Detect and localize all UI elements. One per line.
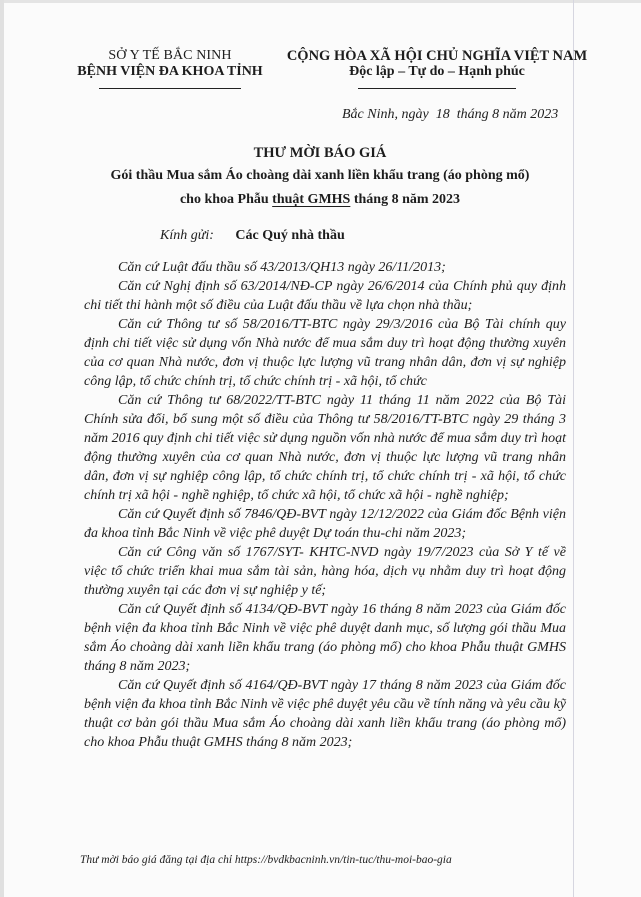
title-line3-underlined: thuật GMHS <box>272 192 351 207</box>
greeting-recipient: Các Quý nhà thầu <box>235 228 345 243</box>
title-heading: THƯ MỜI BÁO GIÁ <box>253 145 387 161</box>
page-edge-line <box>573 0 574 897</box>
header-right-divider <box>358 88 516 89</box>
header-left-divider <box>99 88 241 89</box>
greeting-label: Kính gửi: <box>160 228 214 243</box>
scan-left-border <box>0 0 4 897</box>
legal-basis-paragraph: Căn cứ Luật đấu thầu số 43/2013/QH13 ngày 26/11/2013; <box>118 260 446 275</box>
legal-basis-paragraph: Căn cứ Quyết định số 4164/QĐ-BVT ngày 17 tháng 8 năm 2023 của Giám đốc bệnh viện đa khoa tỉnh Bắc Ninh về việc phê duyệt yêu cầu về tính năng và yêu cầu kỹ thuật cơ bản gói thầu Mua sắm Áo choàng dài xanh liền khẩu trang (áo phòng mổ) cho khoa Phẫu thuật GMHS tháng 8 năm 2023; <box>84 678 566 750</box>
document-date: Bắc Ninh, ngày 18 tháng 8 năm 2023 <box>342 107 559 122</box>
footer-note: Thư mời báo giá đăng tại địa chỉ https://bvdkbacninh.vn/tin-tuc/thu-moi-bao-gia <box>80 854 452 866</box>
department-name: SỞ Y TẾ BẮC NINH <box>108 48 232 63</box>
country-name: CỘNG HÒA XÃ HỘI CHỦ NGHĨA VIỆT NAM <box>286 48 588 64</box>
legal-basis-paragraph: Căn cứ Thông tư 68/2022/TT-BTC ngày 11 tháng 11 năm 2022 của Bộ Tài Chính sửa đổi, bổ sung một số điều của Thông tư 58/2016/TT-BTC ngày 29 tháng 3 năm 2016 quy định chi tiết việc sử dụng nguồn vốn nhà nước để mua sắm duy trì hoạt động thường xuyên của cơ quan Nhà nước, đơn vị thuộc lực lượng vũ trang nhân dân, đơn vị sự nghiệp công lập, tổ chức chính trị, tổ chức chính trị - xã hội, tổ chức chính trị xã hội - nghề nghiệp, tổ chức xã hội, tổ chức xã hội - nghề nghiệp; <box>84 393 566 503</box>
issuing-organization <box>70 48 270 89</box>
legal-basis-paragraph: Căn cứ Công văn số 1767/SYT- KHTC-NVD ngày 19/7/2023 của Sở Y tế về việc tổ chức triển khai mua sắm tài sản, hàng hóa, dịch vụ nhằm duy trì hoạt động thường xuyên tại các đơn vị sự nghiệp y tế; <box>84 545 566 598</box>
greeting <box>160 228 345 244</box>
legal-basis-paragraph: Căn cứ Nghị định số 63/2014/NĐ-CP ngày 26/6/2014 của Chính phủ quy định chi tiết thi hành một số điều của Luật đấu thầu về lựa chọn nhà thầu; <box>84 279 566 313</box>
title-department-line <box>60 189 580 211</box>
legal-basis <box>84 258 566 752</box>
legal-basis-paragraph: Căn cứ Quyết định số 4134/QĐ-BVT ngày 16 tháng 8 năm 2023 của Giám đốc bệnh viện đa khoa tỉnh Bắc Ninh về việc phê duyệt danh mục, số lượng gói thầu Mua sắm Áo choàng dài xanh liền khẩu trang (áo phòng mổ) cho khoa Phẫu thuật GMHS tháng 8 năm 2023; <box>84 602 566 674</box>
legal-basis-paragraph: Căn cứ Thông tư số 58/2016/TT-BTC ngày 29/3/2016 của Bộ Tài chính quy định chi tiết việc sử dụng vốn Nhà nước để mua sắm duy trì hoạt động thường xuyên của cơ quan Nhà nước, đơn vị thuộc lực lượng vũ trang nhân dân, đơn vị sự nghiệp công lập, tổ chức chính trị, tổ chức chính trị - xã hội, tổ chức <box>84 317 566 389</box>
document-title <box>60 143 580 211</box>
title-line3-post: tháng 8 năm 2023 <box>350 192 461 207</box>
hospital-name: BỆNH VIỆN ĐA KHOA TỈNH <box>77 64 263 79</box>
national-motto: Độc lập – Tự do – Hạnh phúc <box>349 64 525 79</box>
title-package-line: Gói thầu Mua sắm Áo choàng dài xanh liền khẩu trang (áo phòng mổ) <box>110 168 530 183</box>
national-header <box>282 48 592 89</box>
legal-basis-paragraph: Căn cứ Quyết định số 7846/QĐ-BVT ngày 12/12/2022 của Giám đốc Bệnh viện đa khoa tỉnh Bắc Ninh về việc phê duyệt Dự toán thu-chi năm 2023; <box>84 507 566 541</box>
scan-top-border <box>0 0 641 3</box>
title-line3-pre: cho khoa Phẫu <box>179 192 273 207</box>
